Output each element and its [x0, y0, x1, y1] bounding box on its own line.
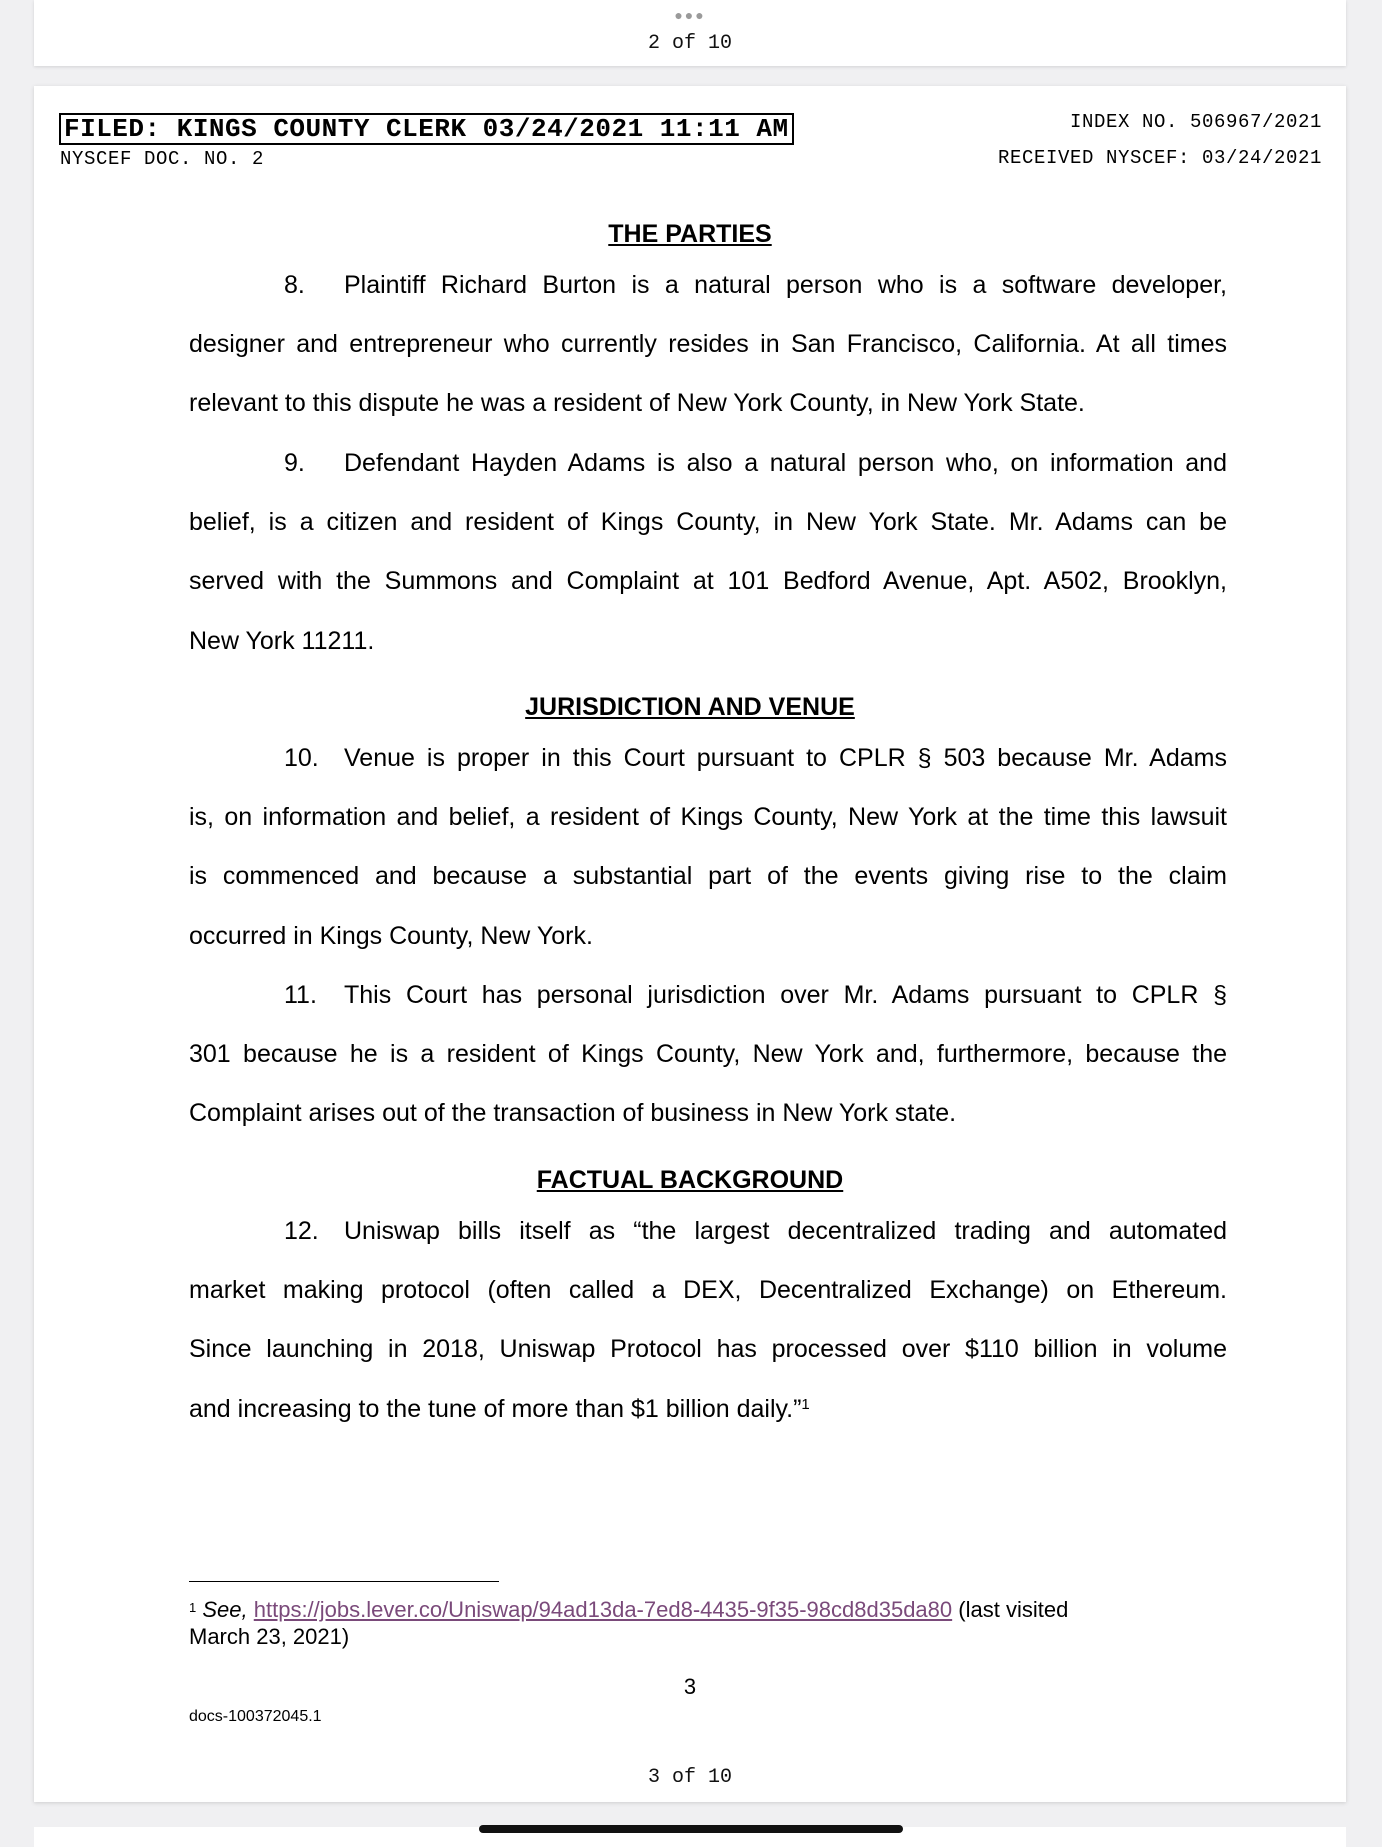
heading-the-parties: THE PARTIES — [608, 220, 772, 248]
para-line: is commenced and because a substantial part of the events giving rise to the claim — [189, 862, 1227, 891]
footnote-see: See, — [202, 1597, 248, 1622]
heading-factual-background: FACTUAL BACKGROUND — [536, 1166, 844, 1194]
paragraph-number: 11. — [284, 981, 317, 1009]
para-line: belief, is a citizen and resident of Kings County, in New York State. Mr. Adams can be — [189, 508, 1227, 537]
nyscef-doc-no: NYSCEF DOC. NO. 2 — [60, 148, 265, 170]
para-line: designer and entrepreneur who currently resides in San Francisco, California. At all times — [189, 330, 1227, 359]
filed-stamp: FILED: KINGS COUNTY CLERK 03/24/2021 11:11 AM — [59, 113, 794, 145]
received-nyscef: RECEIVED NYSCEF: 03/24/2021 — [997, 147, 1322, 169]
para-line: 12. Uniswap bills itself as “the largest decentralized trading and automated — [284, 1217, 1227, 1245]
paragraph-number: 8. — [284, 271, 305, 299]
paragraph-number: 12. — [284, 1217, 319, 1245]
para-line: served with the Summons and Complaint at 101 Bedford Avenue, Apt. A502, Brooklyn, — [189, 567, 1227, 596]
paragraph-8 — [189, 272, 1227, 450]
para-line: 10. Venue is proper in this Court pursuant to CPLR § 503 because Mr. Adams — [284, 744, 1227, 772]
footnote-date: March 23, 2021) — [189, 1624, 350, 1649]
paragraph-10 — [189, 745, 1227, 982]
index-no: INDEX NO. 506967/2021 — [1069, 111, 1322, 133]
document-page — [34, 86, 1346, 1802]
footnote-divider — [189, 1581, 499, 1582]
footnote-link[interactable]: https://jobs.lever.co/Uniswap/94ad13da-7ed8-4435-9f35-98cd8d35da80 — [253, 1597, 953, 1622]
para-line: 11. This Court has personal jurisdiction over Mr. Adams pursuant to CPLR § — [284, 981, 1227, 1009]
para-line: relevant to this dispute he was a resident of New York County, in New York State. — [189, 389, 1085, 418]
para-line: 8. Plaintiff Richard Burton is a natural person who is a software developer, — [284, 271, 1227, 299]
previous-page-label: 2 of 10 — [647, 32, 732, 55]
document-id: docs-100372045.1 — [189, 1708, 322, 1725]
para-line: is, on information and belief, a resident of Kings County, New York at the time this lawsuit — [189, 803, 1227, 832]
page-number: 3 — [683, 1674, 697, 1699]
para-line: 9. Defendant Hayden Adams is also a natural person who, on information and — [284, 449, 1227, 477]
paragraph-12 — [189, 1218, 1227, 1455]
para-line: market making protocol (often called a DEX, Decentralized Exchange) on Ethereum. — [189, 1276, 1227, 1305]
footnote — [189, 1596, 1169, 1650]
para-line: and increasing to the tune of more than $1 billion daily.”$^1$ — [189, 1394, 810, 1423]
paragraph-9 — [189, 450, 1227, 687]
para-line: 301 because he is a resident of Kings County, New York and, furthermore, because the — [189, 1040, 1227, 1069]
more-dots-icon[interactable]: ●●● — [674, 7, 706, 23]
current-page-label: 3 of 10 — [647, 1766, 732, 1789]
para-line: New York 11211. — [189, 626, 375, 655]
paragraph-number: 9. — [284, 449, 305, 477]
para-line: Complaint arises out of the transaction of business in New York state. — [189, 1099, 957, 1128]
paragraph-number: 10. — [284, 744, 319, 772]
footnote-reference[interactable]: 1 — [801, 1395, 810, 1413]
footnote-marker: 1 — [189, 1600, 197, 1615]
home-indicator[interactable] — [479, 1825, 903, 1833]
para-line: Since launching in 2018, Uniswap Protocol has processed over $110 billion in volume — [189, 1335, 1227, 1364]
footnote-text: (last visited — [952, 1597, 1069, 1622]
heading-jurisdiction-and-venue: JURISDICTION AND VENUE — [525, 693, 855, 721]
previous-page-bottom — [34, 0, 1346, 66]
paragraph-11 — [189, 982, 1227, 1160]
para-line: occurred in Kings County, New York. — [189, 921, 593, 950]
